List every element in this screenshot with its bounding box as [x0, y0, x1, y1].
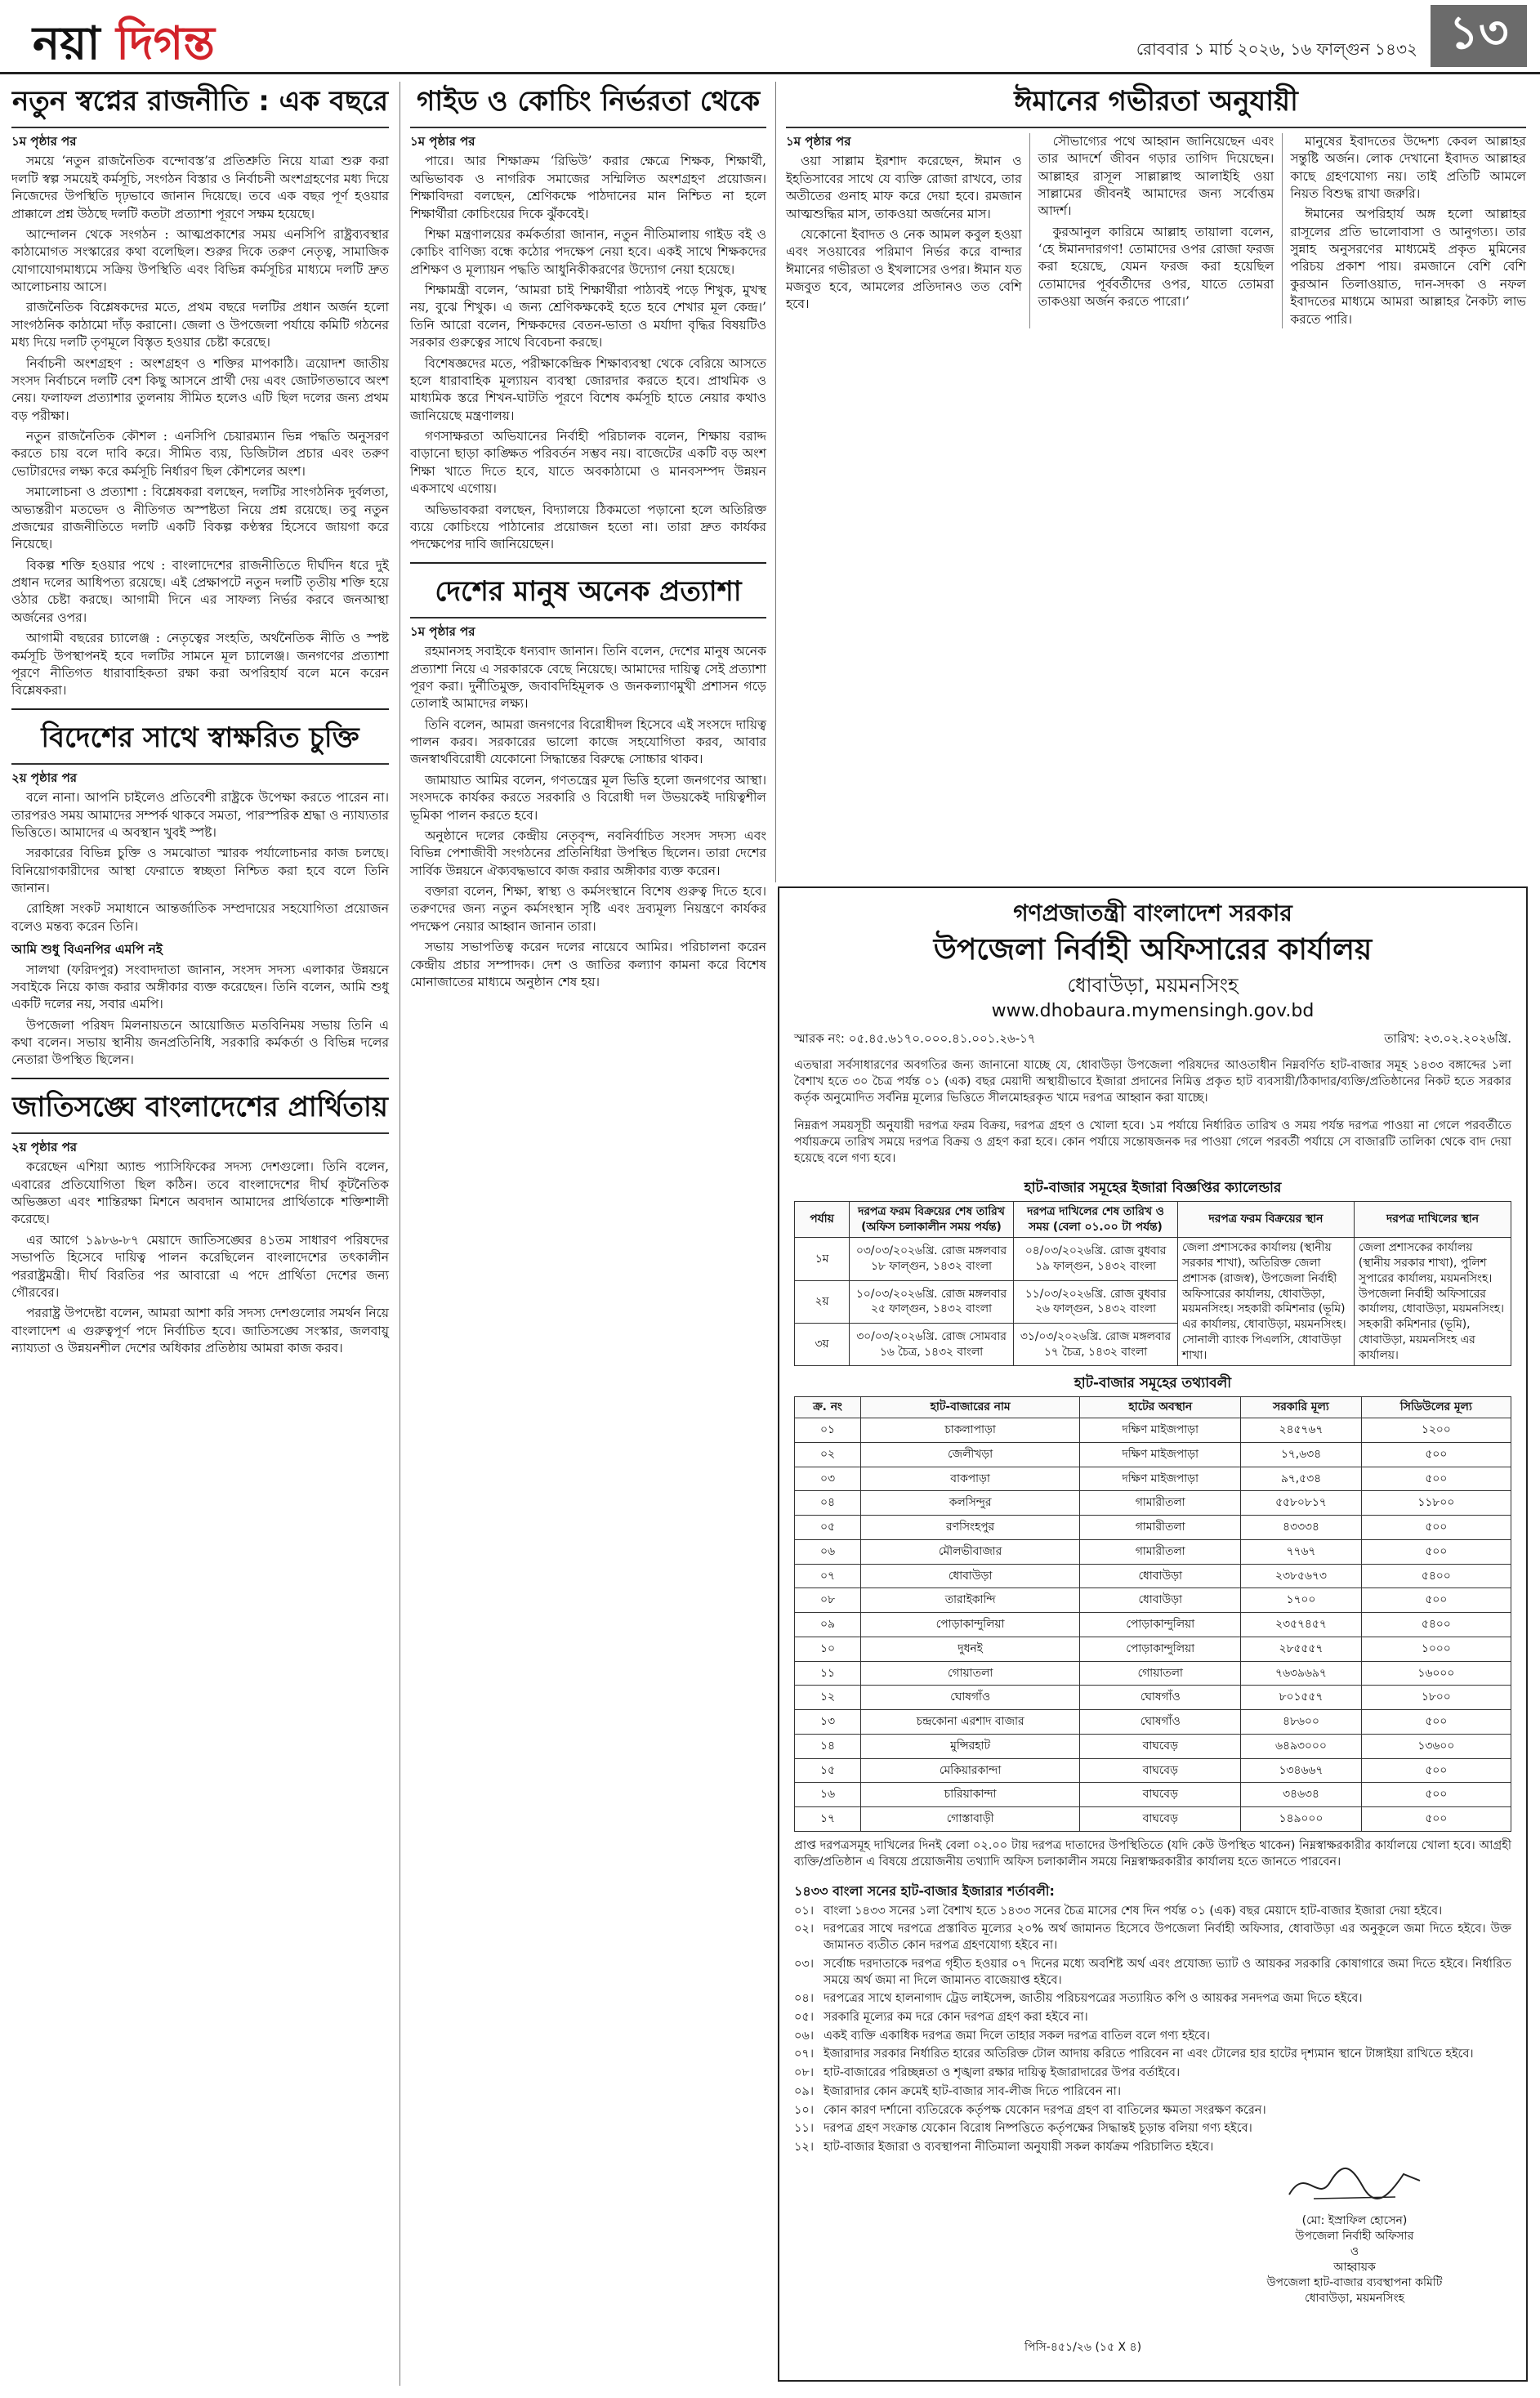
table-cell: ০৭ — [795, 1564, 861, 1588]
memo-date: তারিখ: ২৩.০২.২০২৬খ্রি. — [1384, 1030, 1511, 1046]
table-cell: বাকপাড়া — [861, 1467, 1080, 1491]
article-paragraph: উপজেলা পরিষদ মিলনায়তনে আয়োজিত মতবিনিময় সভায় তিনি এ কথা বলেন। সভায় স্থানীয় জনপ্রতিনিধি, সরকারি কর্মকর্তা ও বিভিন্ন দলের নেতারা উপস্থিত ছিলেন। — [11, 1017, 389, 1068]
term-text: কোন কারণ দর্শানো ব্যতিরেকে কর্তৃপক্ষ যেকোন দরপত্র গ্রহণ বা বাতিলের ক্ষমতা সংরক্ষণ করেন। — [824, 2103, 1266, 2117]
section-divider — [11, 1078, 389, 1079]
table-cell: ৫০০ — [1361, 1807, 1511, 1832]
continued-from: ২য় পৃষ্ঠার পর — [11, 1139, 78, 1154]
term-text: দরপত্র গ্রহণ সংক্রান্ত যেকোন বিরোধ নিষ্পত্তিতে কর্তৃপক্ষের সিদ্ধান্তই চূড়ান্ত বলিয়া গণ্য হইবে। — [824, 2122, 1252, 2136]
dateline: রোববার ১ মার্চ ২০২৬, ১৬ ফাল্গুন ১৪৩২ — [1136, 39, 1417, 59]
term-item — [794, 1904, 1511, 1920]
table-cell: ০৮ — [795, 1588, 861, 1613]
opening-note: প্রাপ্ত দরপত্রসমূহ দাখিলের দিনই বেলা ০২.০০ টায় দরপত্র দাতাদের উপস্থিতিতে (যদি কেউ উপস্থিত থাকেন) নিম্নস্বাক্ষরকারীর কার্যালয়ে খোলা হবে। আগ্রহী ব্যক্তি/প্রতিষ্ঠান এ বিষয়ে প্রয়োজনীয় তথ্যাদি অফিস চলাকালীন সময়ে নিম্নস্বাক্ষরকারীর কার্যালয় হতে জানতে পারবেন। — [794, 1838, 1511, 1869]
article-paragraph: সৌভাগ্যের পথে আহ্বান জানিয়েছেন এবং তার আদর্শে জীবন গড়ার তাগিদ দিয়েছেন। আল্লাহর রাসূল সাল্লাল্লাহু আলাইহি ওয়া সাল্লামের জীবনই আমাদের জন্য সর্বোত্তম আদর্শ। — [1038, 133, 1274, 219]
column-right — [786, 82, 1526, 328]
table-cell: ৫০০ — [1361, 1783, 1511, 1807]
table-cell: ১১ — [795, 1661, 861, 1686]
term-number: ১০। — [794, 2103, 815, 2117]
table-cell: ০৩ — [795, 1467, 861, 1491]
article-paragraph: সভায় সভাপতিত্ব করেন দলের নায়েবে আমির। পরিচালনা করেন কেন্দ্রীয় প্রচার সম্পাদক। দেশ ও জাতির কল্যাণ কামনা করে বিশেষ মোনাজাতের মাধ্যমে অনুষ্ঠান শেষ হয়। — [410, 940, 766, 989]
term-text: দরপত্রের সাথে দরপত্রে প্রস্তাবিত মূল্যের ২০% অর্থ জামানত হিসেবে উপজেলা নির্বাহী অফিসার, ধোবাউড়া এর অনুকূলে জমা দিতে হইবে। উক্ত জামানত ব্যতীত কোন দরপত্র গ্রহণযোগ্য হইবে না। — [824, 1922, 1511, 1953]
term-number: ০৪। — [794, 1992, 815, 2006]
term-text: একই ব্যক্তি একাধিক দরপত্র জমা দিলে তাহার সকল দরপত্র বাতিল বলে গণ্য হইবে। — [824, 2029, 1211, 2043]
article-paragraph: যেকোনো ইবাদত ও নেক আমল কবুল হওয়া এবং সওয়াবের পরিমাণ নির্ভর করে বান্দার ঈমানের গভীরতা ও ইখলাসের ওপর। ঈমান যত মজবুত হবে, আমলের প্রতিদানও তত বেশি হবে। — [786, 226, 1022, 312]
submit-place-cell: জেলা প্রশাসকের কার্যালয় (স্থানীয় সরকার শাখা), পুলিশ সুপারের কার্যালয়, ময়মনসিংহ। উপজেলা নির্বাহী অফিসারের কার্যালয়, ধোবাউড়া, ময়মনসিংহ। সহকারী কমিশনার (ভূমি), ধোবাউড়া, ময়মনসিংহ এর কার্যালয়। — [1354, 1238, 1511, 1366]
masthead — [0, 0, 1540, 74]
signer-name: (মো: ইস্রাফিল হোসেন) — [1301, 2213, 1408, 2227]
section-divider — [410, 562, 766, 564]
table-row — [795, 1758, 1511, 1783]
article-paragraph: সালথা (ফরিদপুর) সংবাদদাতা জানান, সংসদ সদস্য এলাকার উন্নয়নে সবাইকে নিয়ে কাজ করার অঙ্গীকার ব্যক্ত করেছেন। তিনি বলেন, আমি শুধু একটি দলের নয়, সবার এমপি। — [11, 962, 389, 1012]
table-cell: ৫০০ — [1361, 1758, 1511, 1783]
article-paragraph: নতুন রাজনৈতিক কৌশল : এনসিপি চেয়ারম্যান ভিন্ন পদ্ধতি অনুসরণ করতে চায় বলে দাবি করে। সীমিত ব্যয়, ডিজিটাল প্রচার এবং তরুণ ভোটারদের লক্ষ্য করে কর্মসূচি নির্ধারণ ছিল কৌশলের অংশ। — [11, 429, 389, 479]
table-cell: ৫০০ — [1361, 1516, 1511, 1540]
article-paragraph: সরকারের বিভিন্ন চুক্তি ও সমঝোতা স্মারক পর্যালোচনার কাজ চলছে। বিনিয়োগকারীদের আস্থা ফেরাতে স্বচ্ছতা নিশ্চিত করা হবে বলে তিনি জানান। — [11, 846, 389, 896]
govt-title: গণপ্রজাতন্ত্রী বাংলাদেশ সরকার — [1013, 900, 1292, 927]
table-cell: ১৭০০ — [1241, 1588, 1361, 1613]
subheading: আমি শুধু বিএনপির এমপি নই — [11, 941, 163, 958]
column-header: হাট-বাজারের নাম — [861, 1397, 1080, 1418]
headline[interactable]: বিদেশের সাথে স্বাক্ষরিত চুক্তি — [11, 718, 389, 765]
term-text: ইজারাদার কোন ক্রমেই হাট-বাজার সাব-লীজ দিতে পারিবেন না। — [824, 2084, 1122, 2098]
column-divider — [775, 82, 776, 882]
article-un-candidacy — [11, 1087, 389, 1358]
term-text: ইজারাদার সরকার নির্ধারিত হারের অতিরিক্ত টোল আদায় করিতে পারিবেন না এবং টোলের হার হাটের দৃশ্যমান স্থানে টাঙ্গাইয়া রাখিতে হইবে। — [824, 2047, 1474, 2061]
table-cell: ৫০০ — [1361, 1588, 1511, 1613]
article-paragraph: কুরআনুল কারিমে আল্লাহ তায়ালা বলেন, ‘হে ঈমানদারগণ! তোমাদের ওপর রোজা ফরজ করা হয়েছে, যেমন ফরজ করা হয়েছিল তোমাদের পূর্ববর্তীদের ওপর, যাতে তোমরা তাকওয়া অর্জন করতে পারো।’ — [1038, 224, 1274, 310]
headline[interactable]: দেশের মানুষ অনেক প্রত্যাশা — [410, 572, 766, 618]
table-row — [795, 1467, 1511, 1491]
newspaper-logo[interactable]: নয়া দিগন্ত — [33, 17, 215, 70]
headline[interactable]: গাইড ও কোচিং নির্ভরতা থেকে — [410, 82, 766, 128]
article-paragraph: ওয়া সাল্লাম ইরশাদ করেছেন, ঈমান ও ইহতিসাবের সাথে যে ব্যক্তি রোজা রাখবে, তার অতীতের গুনাহ মাফ করে দেয়া হবে। রমজান আত্মশুদ্ধির মাস, তাকওয়া অর্জনের মাস। — [786, 154, 1022, 221]
table-cell: গোস্তাবাড়ী — [861, 1807, 1080, 1832]
table-cell: দুধনই — [861, 1637, 1080, 1661]
table-cell: ৩য় — [795, 1324, 850, 1366]
table-row — [795, 1613, 1511, 1637]
term-item — [794, 1991, 1511, 2007]
column-header: দরপত্র দাখিলের স্থান — [1354, 1201, 1511, 1238]
table-cell: দক্ষিণ মাইজপাড়া — [1080, 1442, 1241, 1467]
table-cell: ২য় — [795, 1280, 850, 1323]
table-cell: ৪৩৩৩৪ — [1241, 1516, 1361, 1540]
market-rows — [795, 1418, 1511, 1832]
term-number: ০৬। — [794, 2029, 815, 2043]
term-item — [794, 2010, 1511, 2026]
article-guide-coaching — [410, 82, 766, 554]
table-cell: মৌলভীবাজার — [861, 1539, 1080, 1564]
table-cell: ০৩/০৩/২০২৬খ্রি. রোজ মঙ্গলবার ১৮ ফাল্গুন, ১৪৩২ বাংলা — [850, 1238, 1014, 1280]
table-cell: মেকিয়ারকান্দা — [861, 1758, 1080, 1783]
tender-notice — [778, 886, 1528, 2382]
term-text: হাট-বাজারের পরিচ্ছন্নতা ও শৃঙ্খলা রক্ষার দায়িত্ব ইজারাদারের উপর বর্তাইবে। — [824, 2066, 1181, 2080]
memo-number: স্মারক নং: ০৫.৪৫.৬১৭০.০০০.৪১.০০১.২৬-১৭ — [794, 1030, 1036, 1046]
term-number: ০১। — [794, 1904, 815, 1918]
table-row — [795, 1564, 1511, 1588]
table-cell: ০৪/০৩/২০২৬খ্রি. রোজ বুধবার ১৯ ফাল্গুন, ১৪৩২ বাংলা — [1014, 1238, 1178, 1280]
table-cell: গোয়াতলা — [1080, 1661, 1241, 1686]
table-cell: ঘোষগাঁও — [1080, 1686, 1241, 1710]
article-paragraph: তিনি বলেন, আমরা জনগণের বিরোধীদল হিসেবে এই সংসদে দায়িত্ব পালন করব। সরকারের ভালো কাজে সহযোগিতা করব, আবার জনস্বার্থবিরোধী যেকোনো সিদ্ধান্তের বিরুদ্ধে সোচ্চার থাকব। — [410, 717, 766, 767]
table-cell: গামারীতলা — [1080, 1516, 1241, 1540]
continued-from: ১ম পৃষ্ঠার পর — [11, 133, 77, 149]
table-cell: ১৬ — [795, 1783, 861, 1807]
article-paragraph: বিকল্প শক্তি হওয়ার পথে : বাংলাদেশের রাজনীতিতে দীর্ঘদিন ধরে দুই প্রধান দলের আধিপত্য রয়েছে। এই প্রেক্ষাপটে নতুন দলটি তৃতীয় শক্তি হয়ে ওঠার চেষ্টা করছে। আগামী দিনে এর সাফল্য নির্ভর করবে জনআস্থা অর্জনের ওপর। — [11, 557, 389, 625]
table-cell: চাকলাপাড়া — [861, 1418, 1080, 1443]
page-number: ১৩ — [1431, 5, 1527, 67]
table-cell: ১২ — [795, 1686, 861, 1710]
article-paragraph: জামায়াত আমির বলেন, গণতন্ত্রের মূল ভিত্তি হলো জনগণের আস্থা। সংসদকে কার্যকর করতে সরকারি ও বিরোধী দল উভয়কেই দায়িত্বশীল ভূমিকা পালন করতে হবে। — [410, 772, 766, 823]
table-row — [795, 1783, 1511, 1807]
term-item — [794, 1922, 1511, 1954]
article-paragraph: গণসাক্ষরতা অভিযানের নির্বাহী পরিচালক বলেন, শিক্ষায় বরাদ্দ বাড়ানো ছাড়া কাঙ্ক্ষিত পরিবর্তন সম্ভব নয়। বাজেটের একটি বড় অংশ শিক্ষা খাতে দিতে হবে, যাতে অবকাঠামো ও মানবসম্পদ উন্নয়ন একসাথে এগোয়। — [410, 429, 766, 497]
table-header-row — [795, 1397, 1511, 1418]
table-cell: ১৪ — [795, 1734, 861, 1758]
table-cell: ১৩৬০০ — [1361, 1734, 1511, 1758]
article-paragraph: শিক্ষা মন্ত্রণালয়ের কর্মকর্তারা জানান, নতুন নীতিমালায় গাইড বই ও কোচিং বাণিজ্য বন্ধে কঠোর পদক্ষেপ নেয়া হবে। একই সাথে শিক্ষকদের প্রশিক্ষণ ও মূল্যায়ন পদ্ধতি আধুনিকীকরণের উদ্যোগ নেয়া হয়েছে। — [410, 226, 766, 277]
article-body — [786, 133, 1526, 328]
article-paragraph: সময়ে ‘নতুন রাজনৈতিক বন্দোবস্ত’র প্রতিশ্রুতি নিয়ে যাত্রা শুরু করা দলটি স্বল্প সময়েই কর্মসূচি, সংগঠন বিস্তার ও নির্বাচনী অংশগ্রহণের মধ্য দিয়ে নিজেদের উপস্থিতি দৃঢ়ভাবে জানান দিয়েছে। তবে এক বছর পূর্ণ হওয়ার প্রাক্কালে প্রশ্ন উঠছে দলটি কতটা প্রত্যাশা পূরণে সক্ষম হয়েছে। — [11, 154, 389, 221]
article-faith — [786, 82, 1526, 328]
reference-row — [794, 1030, 1511, 1047]
table-cell: ১০/০৩/২০২৬খ্রি. রোজ মঙ্গলবার ২৫ ফাল্গুন, ১৪৩২ বাংলা — [850, 1280, 1014, 1323]
article-paragraph: অনুষ্ঠানে দলের কেন্দ্রীয় নেতৃবৃন্দ, নবনির্বাচিত সংসদ সদস্য এবং বিভিন্ন পেশাজীবী সংগঠনের প্রতিনিধিরা উপস্থিত ছিলেন। তারা দেশের সার্বিক উন্নয়নে ঐক্যবদ্ধভাবে কাজ করার অঙ্গীকার ব্যক্ত করেন। — [410, 828, 766, 878]
article-paragraph: রহমানসহ সবাইকে ধন্যবাদ জানান। তিনি বলেন, দেশের মানুষ অনেক প্রত্যাশা নিয়ে এ সরকারকে বেছে নিয়েছে। আমাদের দায়িত্ব সেই প্রত্যাশা পূরণ করা। দুর্নীতিমুক্ত, জবাবদিহিমূলক ও জনকল্যাণমুখী প্রশাসন গড়ে তোলাই আমাদের লক্ষ্য। — [410, 644, 766, 712]
table-cell: ১৭ — [795, 1807, 861, 1832]
signer-title: উপজেলা হাট-বাজার ব্যবস্থাপনা কমিটি — [1266, 2275, 1443, 2289]
table-cell: ২৮৫৫৫৭ — [1241, 1637, 1361, 1661]
term-text: হাট-বাজার ইজারা ও ব্যবস্থাপনা নীতিমালা অনুযায়ী সকল কার্যক্রম পরিচালিত হইবে। — [824, 2141, 1214, 2155]
table-cell: ৯৭,৫৩৪ — [1241, 1467, 1361, 1491]
table-cell: ১০ — [795, 1637, 861, 1661]
table-cell: গোয়াতলা — [861, 1661, 1080, 1686]
sale-place-cell: জেলা প্রশাসকের কার্যালয় (স্থানীয় সরকার শাখা), অতিরিক্ত জেলা প্রশাসক (রাজস্ব), উপজেলা নির্বাহী অফিসারের কার্যালয়, ধোবাউড়া, ময়মনসিংহ। সহকারী কমিশনার (ভূমি) এর কার্যালয়, ধোবাউড়া, ময়মনসিংহ। সোনালী ব্যাংক পিএলসি, ধোবাউড়া শাখা। — [1178, 1238, 1355, 1366]
table-row — [795, 1661, 1511, 1686]
table-cell: ৭৬৩৯৬৯৭ — [1241, 1661, 1361, 1686]
signature-block — [1232, 2158, 1477, 2306]
table-cell: পোড়াকান্দুলিয়া — [1080, 1613, 1241, 1637]
section-divider — [11, 708, 389, 710]
table-row — [795, 1637, 1511, 1661]
table-cell: ধোবাউড়া — [1080, 1564, 1241, 1588]
table-cell: ১৫ — [795, 1758, 861, 1783]
article-paragraph: রাজনৈতিক বিশ্লেষকদের মতে, প্রথম বছরে দলটির প্রধান অর্জন হলো সাংগঠনিক কাঠামো দাঁড় করানো। জেলা ও উপজেলা পর্যায়ে কমিটি গঠনের মধ্য দিয়ে দলটি তৃণমূলে বিস্তৃত হওয়ার চেষ্টা করেছে। — [11, 300, 389, 351]
table-cell: ৫৪০০ — [1361, 1564, 1511, 1588]
column-header: সরকারি মূল্য — [1241, 1397, 1361, 1418]
table-cell: ৩৪৬৩৪ — [1241, 1783, 1361, 1807]
office-website-link[interactable]: www.dhobaura.mymensingh.gov.bd — [991, 1000, 1315, 1021]
office-location: ধোবাউড়া, ময়মনসিংহ — [1067, 974, 1239, 998]
table-header-row — [795, 1201, 1511, 1238]
term-number: ০৮। — [794, 2066, 815, 2080]
table-cell: ০২ — [795, 1442, 861, 1467]
market-list-table — [794, 1396, 1511, 1832]
article-new-politics — [11, 82, 389, 700]
table-cell: ধোবাউড়া — [861, 1564, 1080, 1588]
column-header: ক্র. নং — [795, 1397, 861, 1418]
article-paragraph: বক্তারা বলেন, শিক্ষা, স্বাস্থ্য ও কর্মসংস্থানে বিশেষ গুরুত্ব দিতে হবে। তরুণদের জন্য নতুন কর্মসংস্থান সৃষ্টি এবং দ্রব্যমূল্য নিয়ন্ত্রণে কার্যকর পদক্ষেপ নেয়ার আহ্বান জানান তারা। — [410, 884, 766, 934]
table-cell: ১৪৯০০০ — [1241, 1807, 1361, 1832]
term-text: সর্বোচ্চ দরদাতাকে দরপত্র গৃহীত হওয়ার ০৭ দিনের মধ্যে অবশিষ্ট অর্থ এবং প্রযোজ্য ভ্যাট ও আয়কর সরকারি কোষাগারে জমা দিতে হইবে। নির্ধারিত সময়ে অর্থ জমা না দিলে জামানত বাজেয়াপ্ত হইবে। — [824, 1957, 1511, 1987]
table-cell: ১৮০০ — [1361, 1686, 1511, 1710]
headline[interactable]: ঈমানের গভীরতা অনুযায়ী — [786, 82, 1526, 128]
column-header: পর্যায় — [795, 1201, 850, 1238]
table-cell: ১৬০০০ — [1361, 1661, 1511, 1686]
term-item — [794, 2121, 1511, 2137]
notice-intro: এতদ্বারা সর্বসাধারণের অবগতির জন্য জানানো যাচ্ছে যে, ধোবাউড়া উপজেলা পরিষদের আওতাধীন নিম্নবর্ণিত হাট-বাজার সমূহ ১৪৩৩ বঙ্গাব্দের ১লা বৈশাখ হতে ৩০ চৈত্র পর্যন্ত ০১ (এক) বছর মেয়াদী অস্থায়ীভাবে ইজারা প্রদানের নিমিত্ত প্রকৃত হাট ব্যবসায়ী/ঠিকাদার/ব্যক্তি/প্রতিষ্ঠানের নিকট হতে সরকার কর্তৃক অনুমোদিত সর্বনিম্ন মূল্যের ভিত্তিতে সীলমোহরকৃত খামে দরপত্র আহ্বান করা যাচ্ছে। — [794, 1059, 1511, 1105]
term-item — [794, 2084, 1511, 2101]
schedule-table-title: হাট-বাজার সমূহের ইজারা বিজ্ঞপ্তির ক্যালেন্ডার — [1024, 1179, 1282, 1196]
table-cell: ১ম — [795, 1238, 850, 1280]
table-row — [795, 1539, 1511, 1564]
table-row — [795, 1588, 1511, 1613]
table-row — [795, 1442, 1511, 1467]
notice-intro-2: নিম্নরূপ সময়সূচী অনুযায়ী দরপত্র ফরম বিক্রয়, দরপত্র গ্রহণ ও খোলা হবে। ১ম পর্যায়ে নির্ধারিত তারিখ ও সময় পর্যন্ত দরপত্র পাওয়া না গেলে পরবর্তীতে পর্যায়ক্রমে তারিখ সময়ে দরপত্র বিক্রয় ও গ্রহণ করা হবে। কোন পর্যায়ে সন্তোষজনক দর পাওয়া গেলে পরবর্তী পর্যায়ে সে বাজারটি তালিকা থেকে বাদ দেয়া হয়েছে বলে গণ্য হবে। — [794, 1119, 1511, 1165]
table-cell: ৫৫৮০৮১৭ — [1241, 1491, 1361, 1516]
article-paragraph: অভিভাবকরা বলছেন, বিদ্যালয়ে ঠিকমতো পড়ানো হলে অতিরিক্ত ব্যয়ে কোচিংয়ে পাঠানোর প্রয়োজন হতো না। তারা দ্রুত কার্যকর পদক্ষেপের দাবি জানিয়েছেন। — [410, 502, 766, 552]
column-header: হাটের অবস্থান — [1080, 1397, 1241, 1418]
table-cell: ঘোষগাঁও — [1080, 1710, 1241, 1735]
signer-title: ও — [1350, 2244, 1359, 2258]
table-cell: ৭৭৬৭ — [1241, 1539, 1361, 1564]
schedule-table — [794, 1201, 1511, 1367]
table-cell: ০৪ — [795, 1491, 861, 1516]
table-cell: ১৩৪৬৬৭ — [1241, 1758, 1361, 1783]
table-cell: জেলীখড়া — [861, 1442, 1080, 1467]
table-cell: ৩১/০৩/২০২৬খ্রি. রোজ মঙ্গলবার ১৭ চৈত্র, ১৪৩২ বাংলা — [1014, 1324, 1178, 1366]
table-cell: ১০০০ — [1361, 1637, 1511, 1661]
table-cell: বাঘবেড় — [1080, 1758, 1241, 1783]
table-cell: ৮০১৫৫৭ — [1241, 1686, 1361, 1710]
table-cell: ৩০/০৩/২০২৬খ্রি. রোজ সোমবার ১৬ চৈত্র, ১৪৩২ বাংলা — [850, 1324, 1014, 1366]
headline[interactable]: নতুন স্বপ্নের রাজনীতি : এক বছরে — [11, 82, 389, 128]
column-left — [11, 82, 389, 1360]
article-expectations — [410, 572, 766, 992]
table-row — [795, 1238, 1511, 1280]
table-cell: গামারীতলা — [1080, 1491, 1241, 1516]
table-cell: পোড়াকান্দুলিয়া — [861, 1613, 1080, 1637]
continued-from: ১ম পৃষ্ঠার পর — [786, 133, 851, 149]
term-number: ০৭। — [794, 2047, 815, 2061]
article-paragraph: করেছেন এশিয়া অ্যান্ড প্যাসিফিকের সদস্য দেশগুলো। তিনি বলেন, এবারের প্রতিযোগিতা ছিল কঠিন। তবে বাংলাদেশের দীর্ঘ কূটনৈতিক অভিজ্ঞতা এবং শান্তিরক্ষা মিশনে অবদান আমাদের প্রার্থিতাকে শক্তিশালী করেছে। — [11, 1159, 389, 1227]
office-title: উপজেলা নির্বাহী অফিসারের কার্যালয় — [933, 933, 1373, 967]
terms-title: ১৪৩৩ বাংলা সনের হাট-বাজার ইজারার শর্তাবলী: — [794, 1882, 1055, 1899]
article-paragraph: আগামী বছরের চ্যালেঞ্জ : নেতৃত্বের সংহতি, অর্থনৈতিক নীতি ও স্পষ্ট কর্মসূচি উপস্থাপনই হবে দলটির সামনে মূল চ্যালেঞ্জ। জনগণের প্রত্যাশা পূরণে নীতিগত ধারাবাহিকতা রক্ষা করা অপরিহার্য বলে মনে করেন বিশ্লেষকরা। — [11, 631, 389, 699]
term-number: ০৫। — [794, 2010, 815, 2024]
article-paragraph: বলে নানা। আপনি চাইলেও প্রতিবেশী রাষ্ট্রকে উপেক্ষা করতে পারেন না। তারপরও সময় আমাদের সম্পর্ক থাকবে সমতা, পারস্পরিক শ্রদ্ধা ও ন্যায্যতার ভিত্তিতে। আমাদের এ অবস্থান খুবই স্পষ্ট। — [11, 790, 389, 840]
table-cell: দক্ষিণ মাইজপাড়া — [1080, 1418, 1241, 1443]
table-cell: ০৬ — [795, 1539, 861, 1564]
term-text: সরকারি মূল্যের কম দরে কোন দরপত্র গ্রহণ করা হইবে না। — [824, 2010, 1088, 2024]
table-row — [795, 1491, 1511, 1516]
table-cell: মুন্সিরহাট — [861, 1734, 1080, 1758]
term-item — [794, 2065, 1511, 2082]
table-cell: ৬৪৯৩০০০ — [1241, 1734, 1361, 1758]
article-paragraph: রোহিঙ্গা সংকট সমাধানে আন্তর্জাতিক সম্প্রদায়ের সহযোগিতা প্রয়োজন বলেও মন্তব্য করেন তিনি। — [11, 901, 389, 934]
term-item — [794, 2103, 1511, 2119]
article-paragraph: শিক্ষামন্ত্রী বলেন, ‘আমরা চাই শিক্ষার্থীরা পাঠ্যবই পড়ে শিখুক, মুখস্থ নয়, বুঝে শিখুক। এ জন্য শ্রেণিকক্ষকেই হতে হবে শেখার মূল কেন্দ্র।’ তিনি আরো বলেন, শিক্ষকদের বেতন-ভাতা ও মর্যাদা বৃদ্ধির বিষয়টিও সরকার গুরুত্বের সাথে বিবেচনা করছে। — [410, 283, 766, 351]
term-number: ০৩। — [794, 1957, 815, 1971]
table-cell: ২৩৮৫৬৭৩ — [1241, 1564, 1361, 1588]
table-row — [795, 1807, 1511, 1832]
article-paragraph: এর আগে ১৯৮৬-৮৭ মেয়াদে জাতিসঙ্ঘের ৪১তম সাধারণ পরিষদের সভাপতি হিসেবে দায়িত্ব পালন করেছিলেন বাংলাদেশের তৎকালীন পররাষ্ট্রমন্ত্রী। দীর্ঘ বিরতির পর আবারো এ পদে প্রার্থিতা দেশের জন্য গৌরবের। — [11, 1232, 389, 1300]
term-number: ১২। — [794, 2141, 815, 2155]
table-cell: কলসিন্দুর — [861, 1491, 1080, 1516]
table-cell: ১২০০ — [1361, 1418, 1511, 1443]
term-item — [794, 2047, 1511, 2063]
column-header: দরপত্র ফরম বিক্রয়ের স্থান — [1178, 1201, 1355, 1238]
column-header: দরপত্র দাখিলের শেষ তারিখ ও সময় (বেলা ০১.০০ টা পর্যন্ত) — [1014, 1201, 1178, 1238]
table-cell: বাঘবেড় — [1080, 1783, 1241, 1807]
table-cell: ০৫ — [795, 1516, 861, 1540]
signer-title: আহ্বায়ক — [1333, 2260, 1376, 2274]
table-cell: ৫৪০০ — [1361, 1613, 1511, 1637]
table-row — [795, 1686, 1511, 1710]
column-header: সিডিউলের মূল্য — [1361, 1397, 1511, 1418]
article-paragraph: পারে। আর শিক্ষাক্রম ‘রিভিউ’ করার ক্ষেত্রে শিক্ষক, শিক্ষার্থী, অভিভাবক ও নাগরিক সমাজের সম্মিলিত অংশগ্রহণ প্রয়োজন। শিক্ষাবিদরা বলছেন, শ্রেণিকক্ষে পাঠদানের মান নিশ্চিত না হলে শিক্ষার্থীরা কোচিংয়ের দিকে ঝুঁকবেই। — [410, 154, 766, 221]
article-paragraph: সমালোচনা ও প্রত্যাশা : বিশ্লেষকরা বলছেন, দলটির সাংগঠনিক দুর্বলতা, অভ্যন্তরীণ মতভেদ ও নীতিগত অস্পষ্টতা নিয়ে প্রশ্ন রয়েছে। তবু নতুন প্রজন্মের রাজনীতিতে দলটি একটি বিকল্প কণ্ঠস্বর হিসেবে জায়গা করে নিয়েছে। — [11, 485, 389, 552]
continued-from: ১ম পৃষ্ঠার পর — [410, 133, 475, 149]
terms-list — [794, 1904, 1511, 2156]
table-row — [795, 1710, 1511, 1735]
table-cell: ১১৮০০ — [1361, 1491, 1511, 1516]
term-number: ১১। — [794, 2122, 815, 2136]
table-cell: রণসিংহপুর — [861, 1516, 1080, 1540]
term-item — [794, 2140, 1511, 2156]
table-cell: বাঘবেড় — [1080, 1807, 1241, 1832]
table-cell: ঘোষগাঁও — [861, 1686, 1080, 1710]
pc-number: পিসি-৪৫১/২৬ (১৫ X ৪) — [1024, 2340, 1142, 2354]
table-cell: গামারীতলা — [1080, 1539, 1241, 1564]
article-paragraph: নির্বাচনী অংশগ্রহণ : অংশগ্রহণ ও শক্তির মাপকাঠি। ত্রয়োদশ জাতীয় সংসদ নির্বাচনে দলটি বেশ কিছু আসনে প্রার্থী দেয় এবং জোটগতভাবে অংশ নেয়। ফলাফল প্রত্যাশার তুলনায় সীমিত হলেও এটি ছিল দলের জন্য প্রথম বড় পরীক্ষা। — [11, 355, 389, 423]
market-list-title: হাট-বাজার সমূহের তথ্যাবলী — [1074, 1375, 1232, 1392]
table-cell: ০১ — [795, 1418, 861, 1443]
term-text: দরপত্রের সাথে হালনাগাদ ট্রেড লাইসেন্স, জাতীয় পরিচয়পত্রের সত্যায়িত কপি ও আয়কর সনদপত্র জমা দিতে হইবে। — [824, 1992, 1363, 2006]
table-cell: ৫০০ — [1361, 1442, 1511, 1467]
table-cell: ২৩৫৭৪৫৭ — [1241, 1613, 1361, 1637]
table-row — [795, 1516, 1511, 1540]
article-paragraph: আন্দোলন থেকে সংগঠন : আত্মপ্রকাশের সময় এনসিপি রাষ্ট্রব্যবস্থার কাঠামোগত সংস্কারের কথা বলেছিল। শুরুর দিকে তরুণ নেতৃত্ব, সামাজিক যোগাযোগমাধ্যমে সক্রিয় উপস্থিতি এবং বিভিন্ন কর্মসূচির মাধ্যমে দলটি দ্রুত আলোচনায় আসে। — [11, 226, 389, 295]
table-cell: ১৭,৬৩৪ — [1241, 1442, 1361, 1467]
table-cell: চন্দ্রকোনা এরশাদ বাজার — [861, 1710, 1080, 1735]
term-text: বাংলা ১৪৩৩ সনের ১লা বৈশাখ হতে ১৪৩৩ সনের চৈত্র মাসের শেষ দিন পর্যন্ত ০১ (এক) বছর মেয়াদে হাট-বাজার ইজারা দেয়া হইবে। — [824, 1904, 1443, 1918]
continued-from: ১ম পৃষ্ঠার পর — [410, 623, 475, 639]
table-row — [795, 1418, 1511, 1443]
signature-icon — [1281, 2158, 1428, 2208]
column-header: দরপত্র ফরম বিক্রয়ের শেষ তারিখ (অফিস চলাকালীন সময় পর্যন্ত) — [850, 1201, 1014, 1238]
article-paragraph: মানুষের ইবাদতের উদ্দেশ্য কেবল আল্লাহর সন্তুষ্টি অর্জন। লোক দেখানো ইবাদত আল্লাহর কাছে গ্রহণযোগ্য নয়। তাই প্রতিটি আমলে নিয়ত বিশুদ্ধ রাখা জরুরি। — [1290, 133, 1526, 201]
table-cell: ধোবাউড়া — [1080, 1588, 1241, 1613]
table-cell: ০৯ — [795, 1613, 861, 1637]
table-cell: চারিয়াকান্দা — [861, 1783, 1080, 1807]
table-cell: ২৪৫৭৬৭ — [1241, 1418, 1361, 1443]
article-paragraph: ঈমানের অপরিহার্য অঙ্গ হলো আল্লাহর রাসূলের প্রতি ভালোবাসা ও আনুগত্য। তার সুন্নাহ অনুসরণের মাধ্যমেই প্রকৃত মুমিনের পরিচয় প্রকাশ পায়। রমজানে বেশি বেশি কুরআন তিলাওয়াত, দান-সদকা ও নফল ইবাদতের মাধ্যমে আমরা আল্লাহর নৈকট্য লাভ করতে পারি। — [1290, 207, 1526, 327]
table-cell: পোড়াকান্দুলিয়া — [1080, 1637, 1241, 1661]
article-foreign-agreements — [11, 718, 389, 1069]
headline[interactable]: জাতিসঙ্ঘে বাংলাদেশের প্রার্থিতায় — [11, 1087, 389, 1134]
table-cell: দক্ষিণ মাইজপাড়া — [1080, 1467, 1241, 1491]
term-item — [794, 2029, 1511, 2045]
table-cell: ৫০০ — [1361, 1467, 1511, 1491]
table-cell: বাঘবেড় — [1080, 1734, 1241, 1758]
article-paragraph: বিশেষজ্ঞদের মতে, পরীক্ষাকেন্দ্রিক শিক্ষাব্যবস্থা থেকে বেরিয়ে আসতে হলে ধারাবাহিক মূল্যায়ন ব্যবস্থা জোরদার করতে হবে। প্রাথমিক ও মাধ্যমিক স্তরে শিখন-ঘাটতি পূরণে বিশেষ কর্মসূচি হাতে নেয়ার কথাও জানিয়েছে মন্ত্রণালয়। — [410, 355, 766, 423]
continued-from: ২য় পৃষ্ঠার পর — [11, 770, 78, 785]
table-cell: ৫০০ — [1361, 1539, 1511, 1564]
table-cell: তারাইকান্দি — [861, 1588, 1080, 1613]
table-cell: ১৩ — [795, 1710, 861, 1735]
table-cell: ৪৮৬০০ — [1241, 1710, 1361, 1735]
term-number: ০৯। — [794, 2084, 815, 2098]
table-row — [795, 1734, 1511, 1758]
term-item — [794, 1957, 1511, 1989]
table-cell: ১১/০৩/২০২৬খ্রি. রোজ বুধবার ২৬ ফাল্গুন, ১৪৩২ বাংলা — [1014, 1280, 1178, 1323]
signer-title: ধোবাউড়া, ময়মনসিংহ — [1304, 2291, 1405, 2305]
term-number: ০২। — [794, 1922, 815, 1936]
signer-title: উপজেলা নির্বাহী অফিসার — [1295, 2229, 1414, 2243]
table-cell: ৫০০ — [1361, 1710, 1511, 1735]
article-paragraph: পররাষ্ট্র উপদেষ্টা বলেন, আমরা আশা করি সদস্য দেশগুলোর সমর্থন নিয়ে বাংলাদেশ এ গুরুত্বপূর্ণ পদে নির্বাচিত হবে। জাতিসঙ্ঘে সংস্কার, জলবায়ু ন্যায্যতা ও উন্নয়নশীল দেশের অধিকার প্রতিষ্ঠায় আমরা কাজ করব। — [11, 1306, 389, 1356]
column-middle — [410, 82, 766, 994]
